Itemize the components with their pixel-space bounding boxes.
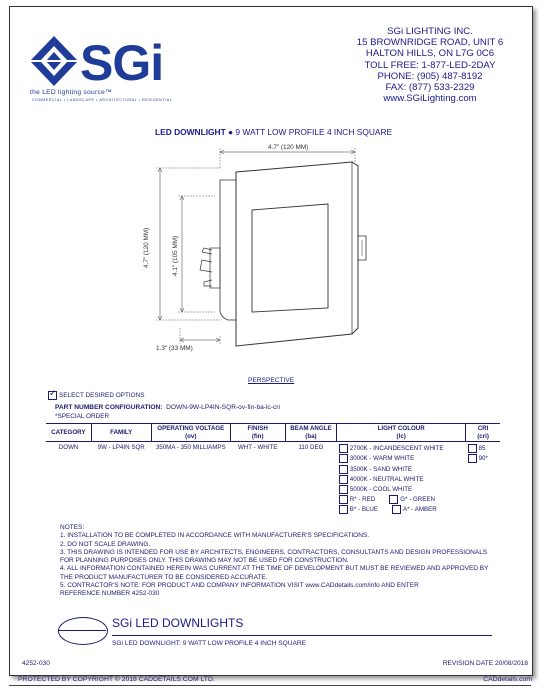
inner-dimension-label: 4.1" (105 MM) <box>172 235 179 276</box>
option-5000k[interactable]: 5000K - COOL WHITE <box>339 485 464 495</box>
checkbox-icon[interactable] <box>339 475 348 484</box>
company-phone: PHONE: (905) 487-8192 <box>377 70 483 82</box>
header-family: FAMILY <box>91 424 151 442</box>
title-divider <box>112 635 492 636</box>
header-finish: FINISH (fin) <box>230 424 285 442</box>
special-order-note: *SPECIAL ORDER <box>55 413 110 420</box>
title-block-circle <box>58 617 108 645</box>
title-block-circle-line <box>58 630 106 631</box>
option-cri-90[interactable]: 90* <box>468 454 498 464</box>
header-voltage: OPERATING VOLTAGE (ov) <box>151 424 230 442</box>
light-colour-options <box>337 442 466 516</box>
header-cri: CRI (cri) <box>466 424 500 442</box>
option-green[interactable]: G* - GREEN <box>389 495 435 505</box>
notes-heading: NOTES: <box>60 524 85 531</box>
option-blue[interactable]: B* - BLUE <box>339 505 378 515</box>
checkbox-icon[interactable] <box>339 465 348 474</box>
header-beam: BEAM ANGLE (ba) <box>285 424 337 442</box>
voltage-value: 350MA - 350 MILLIAMPS <box>155 444 226 452</box>
note-line: 2. DO NOT SCALE DRAWING. <box>60 540 151 548</box>
footer-divider <box>9 685 531 686</box>
cri-options <box>466 442 500 516</box>
options-table <box>46 423 500 516</box>
header-light-colour: LIGHT COLOUR (lc) <box>337 424 466 442</box>
checkbox-icon[interactable] <box>339 454 348 463</box>
series-title: SGi LED DOWNLIGHTS <box>112 616 244 630</box>
option-3000k[interactable]: 3000K - WARM WHITE <box>339 454 464 464</box>
sgi-logo <box>28 32 206 90</box>
title-rest: ● 9 WATT LOW PROFILE 4 INCH SQUARE <box>225 127 393 137</box>
company-info <box>330 26 530 104</box>
notes <box>60 524 500 599</box>
company-fax: FAX: (877) 533-2329 <box>385 82 475 94</box>
company-name: SGi LIGHTING INC. <box>387 26 473 37</box>
drawing-title <box>155 127 392 137</box>
company-street: 15 BROWNRIDGE ROAD, UNIT 6 <box>356 37 504 49</box>
title-bold: LED DOWNLIGHT <box>155 127 226 137</box>
copyright-notice: PROTECTED BY COPYRIGHT © 2018 CADDETAILS.COM LTD. <box>18 676 215 683</box>
checkbox-icon[interactable] <box>339 495 348 504</box>
logo-wordmark: SGi <box>80 35 164 90</box>
option-amber[interactable]: A* - AMBER <box>392 505 437 515</box>
revision-date: REVISION DATE 20/08/2018 <box>442 660 528 667</box>
checked-box-icon: ✓ <box>49 388 57 398</box>
finish-value: WHT - WHITE <box>237 444 278 452</box>
option-3500k[interactable]: 3500K - SAND WHITE <box>339 465 464 475</box>
option-red[interactable]: R* - RED <box>339 495 375 505</box>
checkbox-icon[interactable] <box>339 485 348 494</box>
height-dimension-label: 4.7" (120 MM) <box>143 227 150 268</box>
note-line: REFERENCE NUMBER 4252-030 <box>60 590 160 598</box>
diamond-logo-icon <box>30 36 78 86</box>
option-2700k[interactable]: 2700K - INCANDESCENT WHITE <box>339 444 464 454</box>
company-city: HALTON HILLS, ON L7G 0C6 <box>365 48 495 60</box>
beam-value: 110 DEG <box>298 444 324 452</box>
note-line: 3. THIS DRAWING IS INTENDED FOR USE BY ARCHITECTS, ENGINEERS, CONTRACTORS, CONSULTANTS AND DESIGN PROFESSIONALS <box>60 548 488 556</box>
note-line: 1. INSTALLATION TO BE COMPLETED IN ACCORDANCE WITH MANUFACTURER'S SPECIFICATIONS. <box>60 532 370 540</box>
drawing-subtitle: SGi LED DOWNLIGHT: 9 WATT LOW PROFILE 4 INCH SQUARE <box>112 640 307 647</box>
checkbox-icon[interactable] <box>339 505 348 514</box>
checkbox-icon[interactable] <box>468 454 477 463</box>
pnc-label: PART NUMBER CONFIGURATION: <box>55 404 163 411</box>
note-line: 4. ALL INFORMATION CONTAINED HEREIN WAS CURRENT AT THE TIME OF DEVELOPMENT BUT MUST BE REVIEWED AND APPROVED BY <box>60 565 489 573</box>
header-category: CATEGORY <box>46 424 91 442</box>
part-number-config <box>55 404 280 411</box>
note-line: FOR PLANNING PURPOSES ONLY. THIS DRAWING MAY NOT BE USED FOR CONSTRUCTION. <box>60 557 349 565</box>
option-cri-85[interactable]: 85 <box>468 444 498 454</box>
option-pair-red-green <box>339 495 464 505</box>
family-value: 9W - LP4IN SQR <box>97 444 145 452</box>
note-line: THE PRODUCT MANUFACTURER TO BE CONSIDERED ACCURATE. <box>60 573 268 581</box>
reference-number: 4252-030 <box>22 660 50 667</box>
logo-tagline: the LED lighting source™ <box>30 89 112 96</box>
company-website[interactable]: www.SGiLighting.com <box>383 93 477 105</box>
select-options <box>48 388 145 400</box>
caddetails-link[interactable]: CADdetails.com <box>483 676 532 683</box>
perspective-label: PERSPECTIVE <box>248 377 295 384</box>
option-4000k[interactable]: 4000K - NEUTRAL WHITE <box>339 475 464 485</box>
checkbox-icon[interactable] <box>392 505 401 514</box>
logo-sub-tagline: COMMERCIAL • LANDSCAPE • ARCHITECTURAL • RESIDENTIAL <box>32 98 173 102</box>
depth-dimension-label: 1.3" (33 MM) <box>156 345 193 352</box>
pnc-value: DOWN-9W-LP4IN-SQR-ov-fin-ba-lc-cri <box>166 404 280 411</box>
company-tollfree: TOLL FREE: 1-877-LED-2DAY <box>364 59 496 71</box>
option-pair-blue-amber <box>339 505 464 515</box>
width-dimension-label: 4.7" (120 MM) <box>268 144 309 151</box>
checkbox-icon[interactable] <box>339 444 348 453</box>
checkbox-icon[interactable] <box>468 444 477 453</box>
note-line: 5. CONTRACTOR'S NOTE: FOR PRODUCT AND COMPANY INFORMATION VISIT www.CADdetails.com/info AND ENTER <box>60 582 419 590</box>
category-value: DOWN <box>58 444 79 452</box>
select-options-label: SELECT DESIRED OPTIONS <box>59 392 145 400</box>
checkbox-icon[interactable] <box>389 495 398 504</box>
